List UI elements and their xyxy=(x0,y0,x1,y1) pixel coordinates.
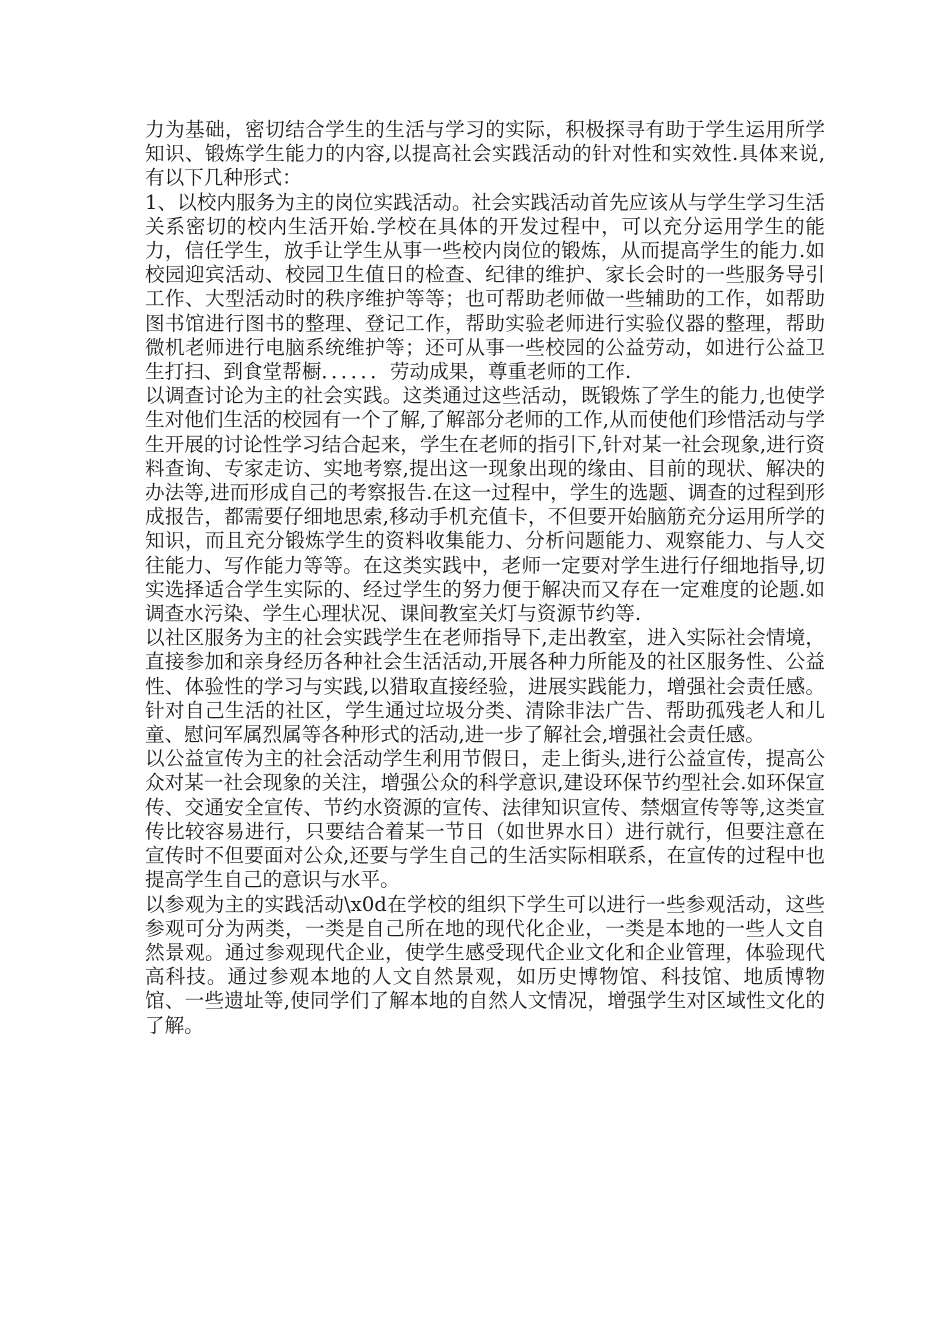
paragraph-visits: 以参观为主的实践活动\x0d在学校的组织下学生可以进行一些参观活动，这些参观可分为两类，一类是自己所在地的现代化企业，一类是本地的一些人文自然景观。通过参观现代企业，使学生感受现代企业文化和企业管理，体验现代高科技。通过参观本地的人文自然景观，如历史博物馆、科技馆、地质博物馆、一些遗址等,使同学们了解本地的自然人文情况，增强学生对区域性文化的了解。 xyxy=(145,892,825,1037)
paragraph-intro: 力为基础，密切结合学生的生活与学习的实际，积极探寻有助于学生运用所学知识、锻炼学生能力的内容,以提高社会实践活动的针对性和实效性.具体来说,有以下几种形式： xyxy=(145,118,825,190)
paragraph-campus-service: 1、以校内服务为主的岗位实践活动。社会实践活动首先应该从与学生学习生活关系密切的校内生活开始.学校在具体的开发过程中，可以充分运用学生的能力，信任学生，放手让学生从事一些校内岗位的锻炼，从而提高学生的能力.如校园迎宾活动、校园卫生值日的检查、纪律的维护、家长会时的一些服务导引工作、大型活动时的秩序维护等等；也可帮助老师做一些辅助的工作，如帮助图书馆进行图书的整理、登记工作，帮助实验老师进行实验仪器的整理，帮助微机老师进行电脑系统维护等；还可从事一些校园的公益劳动，如进行公益卫生打扫、到食堂帮橱．．．．．．劳动成果，尊重老师的工作. xyxy=(145,190,825,384)
paragraph-community-service: 以社区服务为主的社会实践学生在老师指导下,走出教室，进入实际社会情境，直接参加和亲身经历各种社会生活活动,开展各种力所能及的社区服务性、公益性、体验性的学习与实践,以猎取直接经验，进展实践能力，增强社会责任感。针对自己生活的社区，学生通过垃圾分类、清除非法广告、帮助孤残老人和儿童、慰问军属烈属等各种形式的活动,进一步了解社会,增强社会责任感。 xyxy=(145,626,825,747)
document-body xyxy=(145,118,825,1038)
paragraph-public-welfare: 以公益宣传为主的社会活动学生利用节假日，走上街头,进行公益宣传，提高公众对某一社会现象的关注，增强公众的科学意识,建设环保节约型社会.如环保宣传、交通安全宣传、节约水资源的宣传、法律知识宣传、禁烟宣传等等,这类宣传比较容易进行，只要结合着某一节日（如世界水日）进行就行，但要注意在宣传时不但要面对公众,还要与学生自己的生活实际相联系，在宣传的过程中也提高学生自己的意识与水平。 xyxy=(145,747,825,892)
paragraph-survey-discussion: 以调查讨论为主的社会实践。这类通过这些活动，既锻炼了学生的能力,也使学生对他们生活的校园有一个了解,了解部分老师的工作,从而使他们珍惜活动与学生开展的讨论性学习结合起来，学生在老师的指引下,针对某一社会现象,进行资料查询、专家走访、实地考察,提出这一现象出现的缘由、目前的现状、解决的办法等,进而形成自己的考察报告.在这一过程中，学生的选题、调查的过程到形成报告，都需要仔细地思索,移动手机充值卡，不但要开始脑筋充分运用所学的知识，而且充分锻炼学生的资料收集能力、分析问题能力、观察能力、与人交往能力、写作能力等等。在这类实践中，老师一定要对学生进行仔细地指导,切实选择适合学生实际的、经过学生的努力便于解决而又存在一定难度的论题.如调查水污染、学生心理状况、课间教室关灯与资源节约等. xyxy=(145,384,825,626)
